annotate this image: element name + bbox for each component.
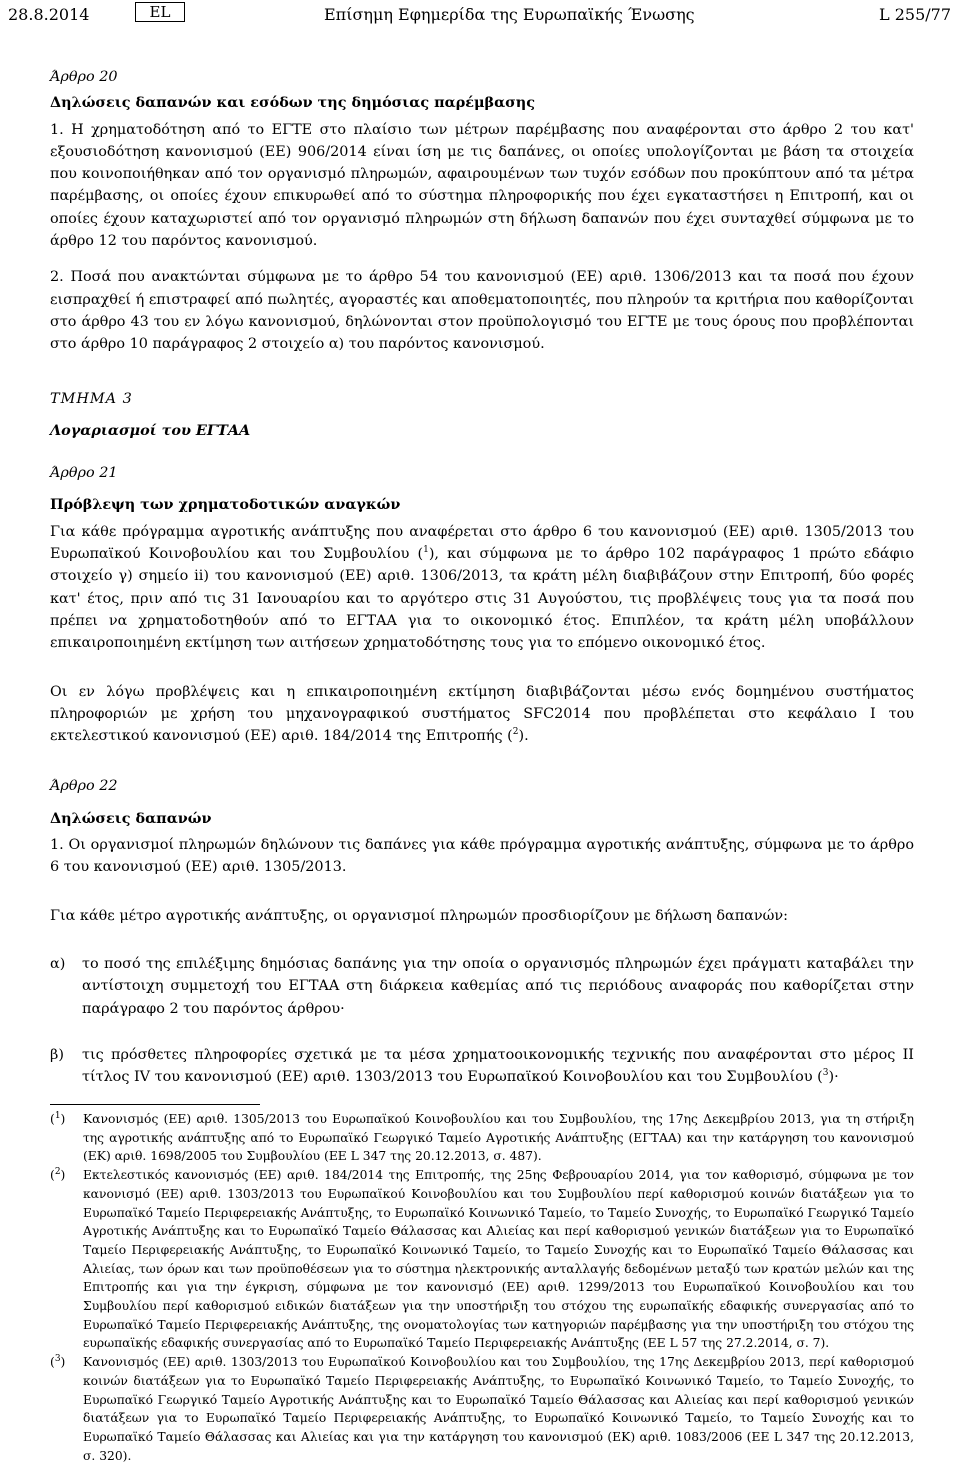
item-a-text: το ποσό της επιλέξιμης δημόσιας δαπάνης για την οποία ο οργανισμός πληρωμών έχει πράγματι καταβάλει την αντίστοιχη συμμετοχή του ΕΓΤΑΑ στη διάρκεια καθεμίας από τις περιόδους αναφοράς που καθορίζεται στην παράγραφο 2 του παρόντος άρθρου· (82, 955, 914, 1017)
article-20-paragraph-2: 2. Ποσά που ανακτώνται σύμφωνα με το άρθρο 54 του κανονισμού (ΕΕ) αριθ. 1306/2013 και τα ποσά που έχουν εισπραχθεί ή επιστραφεί από πωλητές, αγοραστές και αποθεματοποιητές, που πληρούν τα κριτήρια που καθορίζονται στο άρθρο 43 του εν λόγω κανονισμού, δηλώνονται στον προϋπολογισμό του ΕΓΤΕ με τους όρους που προβλέπονται στο άρθρο 10 παράγραφος 2 στοιχείο α) του παρόντος κανονισμού. (50, 269, 914, 353)
document-body (50, 66, 914, 1088)
article-20-title: Δηλώσεις δαπανών και εσόδων της δημόσιας παρέμβασης (50, 94, 536, 112)
article-22-item-a (50, 953, 914, 1020)
publication-date: 28.8.2014 (8, 5, 90, 24)
page-header (0, 0, 960, 36)
article-21-p2-text-a: Οι εν λόγω προβλέψεις και η επικαιροποιημένη εκτίμηση διαβιβάζονται μέσω ενός δομημένου συστήματος πληροφοριών με χρήση του μηχανογραφικού συστήματος SFC2014 που προβλέπεται στο κεφάλαιο I του εκτελεστικού κανονισμού (ΕΕ) αριθ. 184/2014 της Επιτροπής ( (50, 683, 914, 745)
footnote-2-text: Εκτελεστικός κανονισμός (ΕΕ) αριθ. 184/2014 της Επιτροπής, της 25ης Φεβρουαρίου 2014, για τον καθορισμό, σύμφωνα με τον κανονισμό (ΕΕ) αριθ. 1303/2013 του Ευρωπαϊκού Κοινοβουλίου και του Συμβουλίου περί καθορισμού κοινών διατάξεων για το Ευρωπαϊκό Ταμείο Περιφερειακής Ανάπτυξης, το Ευρωπαϊκό Κοινωνικό Ταμείο, το Ταμείο Συνοχής, το Ευρωπαϊκό Γεωργικό Ταμείο Αγροτικής Ανάπτυξης και το Ευρωπαϊκό Ταμείο Θάλασσας και Αλιείας και περί καθορισμού γενικών διατάξεων για το Ευρωπαϊκό Ταμείο Περιφερειακής Ανάπτυξης, το Ευρωπαϊκό Κοινωνικό Ταμείο, το Ταμείο Συνοχής και το Ευρωπαϊκό Ταμείο Θάλασσας και Αλιείας, των όρων και των προϋποθέσεων για το σύστημα ηλεκτρονικής ανταλλαγής δεδομένων μεταξύ των κρατών μελών και της Επιτροπής και για την έγκριση, σύμφωνα με τον κανονισμό (ΕΕ) αριθ. 1299/2013 του Ευρωπαϊκού Κοινοβουλίου και του Συμβουλίου περί καθορισμού ειδικών διατάξεων για την υποστήριξη του στόχου της ευρωπαϊκής εδαφικής συνεργασίας από το Ευρωπαϊκό Ταμείο Περιφερειακής Ανάπτυξης, της ονοματολογίας των κατηγοριών παρέμβασης για την υποστήριξη του στόχου της ευρωπαϊκής εδαφικής συνεργασίας από το Ευρωπαϊκό Ταμείο Περιφερειακής Ανάπτυξης (ΕΕ L 57 της 27.2.2014, σ. 7). (83, 1168, 914, 1351)
footnote-1-text: Κανονισμός (ΕΕ) αριθ. 1305/2013 του Ευρωπαϊκού Κοινοβουλίου και του Συμβουλίου, της 17ης Δεκεμβρίου 2013, για τη στήριξη της αγροτικής ανάπτυξης από το Ευρωπαϊκό Γεωργικό Ταμείο Αγροτικής Ανάπτυξης (ΕΓΤΑΑ) και την κατάργηση του κανονισμού (ΕΚ) αριθ. 1698/2005 του Συμβουλίου (ΕΕ L 347 της 20.12.2013, σ. 487). (83, 1112, 914, 1164)
item-b-text-b: )· (828, 1069, 839, 1086)
footnotes (50, 1110, 914, 1465)
article-21-p2-text-b: ). (518, 728, 529, 745)
article-21-p1-text-a: Για κάθε πρόγραμμα αγροτικής ανάπτυξης που αναφέρεται στο άρθρο 6 του κανονισμού (ΕΕ) αριθ. 1305/2013 του Ευρωπαϊκού Κοινοβουλίου και του Συμβουλίου ( (50, 523, 914, 563)
footnote-ref-2[interactable]: 2 (512, 727, 519, 738)
item-a-label: α) (50, 955, 66, 972)
footnote-2-label: ($^2$) (50, 1167, 66, 1183)
footnote-ref-3[interactable]: 3 (822, 1068, 829, 1079)
article-21-paragraph-1 (50, 521, 914, 655)
footnote-3 (50, 1353, 914, 1465)
footnote-3-label: ($^3$) (50, 1354, 66, 1370)
section-3-title: Λογαριασμοί του ΕΓΤΑΑ (50, 421, 251, 439)
article-22-item-b (50, 1044, 914, 1089)
language-badge: EL (135, 2, 185, 22)
article-22-number: Άρθρο 22 (50, 778, 118, 795)
article-20-paragraph-1: 1. Η χρηματοδότηση από το ΕΓΤΕ στο πλαίσιο των μέτρων παρέμβασης που αναφέρονται στο άρθρο 2 του κατ' εξουσιοδότηση κανονισμού (ΕΕ) 906/2014 είναι ίση με τις δαπάνες, οι οποίες υπολογίζονται με βάση τα στοιχεία που κοινοποιήθηκαν από τον οργανισμό πληρωμών, αφαιρουμένων των τυχόν εσόδων που προκύπτουν από τα μέτρα παρέμβασης, οι οποίες έχουν επικυρωθεί από το σύστημα πληροφορικής που έχει εγκαταστήσει η Επιτροπή, και οι οποίες έχουν καταχωριστεί από τον οργανισμό πληρωμών στη δήλωση δαπανών που έχει συνταχθεί σύμφωνα με το άρθρο 12 του παρόντος κανονισμού. (50, 121, 914, 250)
article-21-p1-text-b: ), και σύμφωνα με το άρθρο 102 παράγραφος 1 πρώτο εδάφιο στοιχείο γ) σημείο ii) του κανονισμού (ΕΕ) αριθ. 1306/2013, τα κράτη μέλη διαβιβάζουν στην Επιτροπή, δύο φορές κατ' έτος, πριν από τις 31 Ιανουαρίου και το αργότερο στις 31 Αυγούστου, τις προβλέψεις τους για τα ποσά που πρέπει να χρηματοδοτηθούν από το ΕΓΤΑΑ για το οικονομικό έτος. Επιπλέον, τα κράτη μέλη υποβάλλουν επικαιροποιημένη εκτίμηση των αιτήσεων χρηματοδότησης τους για το επόμενο οικονομικό έτος. (50, 546, 914, 652)
footnote-1 (50, 1110, 914, 1166)
section-3-number: ΤΜΗΜΑ 3 (50, 390, 133, 407)
footnote-separator (50, 1104, 260, 1105)
article-20-number: Άρθρο 20 (50, 69, 118, 85)
article-21-paragraph-2 (50, 681, 914, 748)
item-b-text-a: τις πρόσθετες πληροφορίες σχετικά με τα μέσα χρηματοοικονομικής τεχνικής που αναφέρονται στο μέρος II τίτλος IV του κανονισμού (ΕΕ) αριθ. 1303/2013 του Ευρωπαϊκού Κοινοβουλίου και του Συμβουλίου ( (82, 1046, 914, 1086)
article-22-paragraph-1: 1. Οι οργανισμοί πληρωμών δηλώνουν τις δαπάνες για κάθε πρόγραμμα αγροτικής ανάπτυξης, σύμφωνα με το άρθρο 6 του κανονισμού (ΕΕ) αριθ. 1305/2013. (50, 837, 914, 876)
article-22-paragraph-2: Για κάθε μέτρο αγροτικής ανάπτυξης, οι οργανισμοί πληρωμών προσδιορίζουν με δήλωση δαπανών: (50, 907, 788, 924)
item-b-label: β) (50, 1046, 64, 1063)
article-21-title: Πρόβλεψη των χρηματοδοτικών αναγκών (50, 496, 401, 514)
item-b-text (82, 1044, 914, 1089)
journal-title: Επίσημη Εφημερίδα της Ευρωπαϊκής Ένωσης (324, 5, 695, 24)
article-21-number: Άρθρο 21 (50, 465, 118, 482)
footnote-2 (50, 1166, 914, 1353)
footnote-1-label: ($^1$) (50, 1110, 66, 1126)
page-reference: L 255/77 (879, 5, 951, 24)
footnote-3-text: Κανονισμός (ΕΕ) αριθ. 1303/2013 του Ευρωπαϊκού Κοινοβουλίου και του Συμβουλίου, της 17ης Δεκεμβρίου 2013, περί καθορισμού κοινών διατάξεων για το Ευρωπαϊκό Ταμείο Περιφερειακής Ανάπτυξης, το Ευρωπαϊκό Κοινωνικό Ταμείο, το Ταμείο Συνοχής, το Ευρωπαϊκό Γεωργικό Ταμείο Αγροτικής Ανάπτυξης και το Ευρωπαϊκό Ταμείο Θάλασσας και Αλιείας και περί καθορισμού γενικών διατάξεων για το Ευρωπαϊκό Ταμείο Περιφερειακής Ανάπτυξης, το Ευρωπαϊκό Κοινωνικό Ταμείο, το Ταμείο Συνοχής και το Ευρωπαϊκό Ταμείο Θάλασσας και Αλιείας και για την κατάργηση του κανονισμού (ΕΚ) αριθ. 1083/2006 (ΕΕ L 347 της 20.12.2013, σ. 320). (83, 1355, 914, 1463)
footnote-ref-1[interactable]: 1 (423, 545, 429, 556)
article-22-title: Δηλώσεις δαπανών (50, 809, 212, 827)
